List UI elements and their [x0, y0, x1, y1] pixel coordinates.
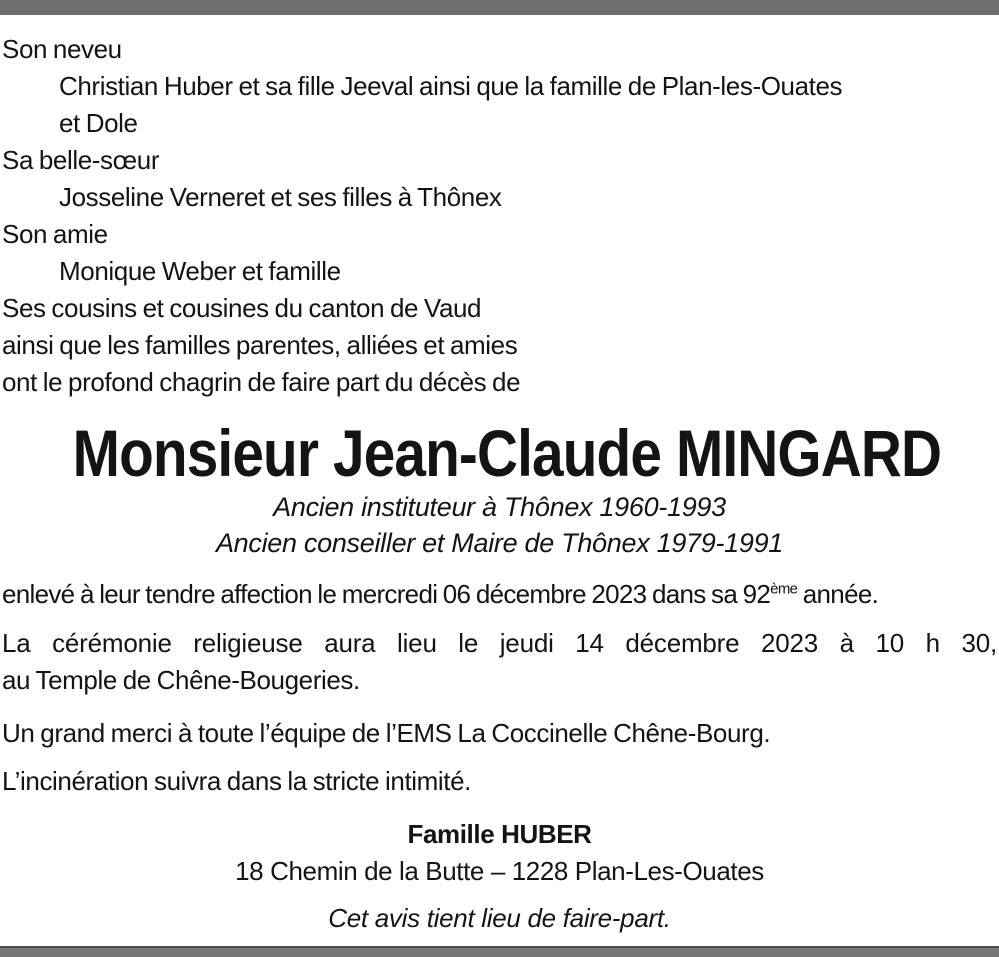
mourner-name-line: Josseline Verneret et ses filles à Thônex [59, 182, 502, 212]
top-divider-bar [0, 0, 999, 15]
family-signature: Famille HUBER [407, 819, 592, 849]
mourner-group-label: Son amie [2, 219, 108, 249]
announcement-line: ont le profond chagrin de faire part du décès de [2, 367, 521, 397]
thanks-line: Un grand merci à toute l’équipe de l’EMS La Coccinelle Chêne-Bourg. [2, 718, 771, 748]
ceremony-paragraph [2, 625, 997, 699]
deceased-name: Monsieur Jean-Claude MINGARD [72, 416, 942, 490]
mourner-extra-line: ainsi que les familles parentes, alliées et amies [2, 330, 518, 360]
mourner-group-label: Son neveu [2, 34, 122, 64]
mourner-name-line: Christian Huber et sa fille Jeeval ainsi que la famille de Plan-les-Ouates [59, 71, 843, 101]
mourner-extra-line: Ses cousins et cousines du canton de Vaud [2, 293, 482, 323]
deceased-role-line: Ancien conseiller et Maire de Thônex 1979-1991 [215, 528, 784, 558]
family-address: 18 Chemin de la Butte – 1228 Plan-Les-Ouates [235, 856, 764, 886]
death-announcement-line [2, 576, 997, 613]
bottom-divider-bar [0, 946, 999, 957]
mourner-name-line: et Dole [59, 108, 138, 138]
death-line-suffix: année. [797, 579, 879, 609]
deceased-role-line: Ancien instituteur à Thônex 1960-1993 [273, 492, 726, 522]
mourner-group-label: Sa belle-sœur [2, 145, 160, 175]
ceremony-line: La cérémonie religieuse aura lieu le jeudi 14 décembre 2023 à 10 h 30, [2, 628, 997, 658]
ordinal-superscript: ème [770, 580, 798, 598]
closing-line: Cet avis tient lieu de faire-part. [328, 903, 671, 933]
mourner-name-line: Monique Weber et famille [59, 256, 341, 286]
obituary-content [0, 15, 999, 937]
ceremony-line: au Temple de Chêne-Bougeries. [2, 665, 360, 695]
mourners-list [2, 31, 997, 401]
deceased-title-block [2, 417, 997, 489]
cremation-line: L’incinération suivra dans la stricte intimité. [2, 766, 471, 796]
death-line-prefix: enlevé à leur tendre affection le mercredi 06 décembre 2023 dans sa 92 [2, 579, 771, 609]
